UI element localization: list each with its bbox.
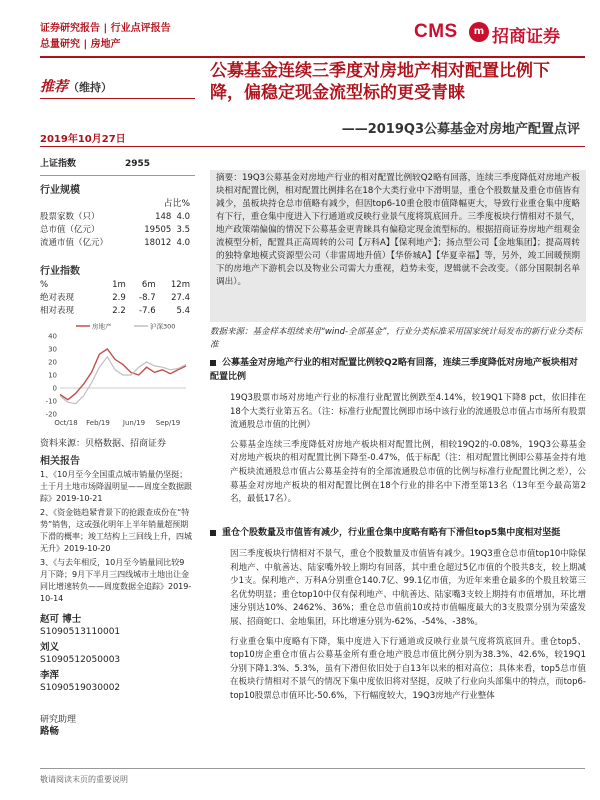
footer-note: 敬请阅读末页的重要说明 <box>40 775 128 784</box>
y-tick-label: -20 <box>45 410 57 419</box>
analyst-1 <box>40 614 190 638</box>
related-item: 3、《与去年相反，10月至今销量同比较9月下降；9月下半月三四线城市土地出让金同比增速转负——周度数据全追踪》2019-10-14 <box>40 558 192 603</box>
related-item: 2、《资金链趋紧背景下的抢跟查成份在“特势”销售，这或强化明年上半年销量超预期下滑的概率；竣工结构上三回线上升，四城无升》2019-10-20 <box>40 508 192 553</box>
x-tick-label: Sep/19 <box>155 419 181 427</box>
table-row: 相对表现 2.2 -7.6 5.4 <box>40 306 190 316</box>
industry-scale-title: 行业规模 <box>40 185 80 196</box>
table-row: % 1m 6m 12m <box>40 280 190 290</box>
rating-divider <box>40 98 195 99</box>
performance-chart <box>36 318 196 430</box>
cms-logo <box>414 20 564 47</box>
y-tick-label: 10 <box>48 371 57 380</box>
bullet-square-icon <box>210 530 216 536</box>
bullet-square-icon <box>210 360 216 366</box>
industry-scale <box>40 181 190 250</box>
date-divider <box>40 146 585 147</box>
y-tick-label: 20 <box>48 358 57 367</box>
section-1 <box>210 356 586 507</box>
paragraph: 行业重仓集中度略有下降，集中度进入下行通道或反映行业景气度将筑底回升。重仓top5、top10房企重仓市值占公募基金所有重仓地产股总市值比例分别为38.3%、42.6%，较19Q1分别下降1.3%、5.3%，虽有下滑但依旧处于自13年以来的相对高位；具体来看，top5总市值在板块行情相对不景气的情况下集中度依旧将对坚挺，反映了行业向头部集中的特点，而top6-top10股票总市值环比-50.6%，下行幅度较大，19Q3房地产行业整体 <box>230 636 586 701</box>
y-tick-label: 0 <box>52 384 57 393</box>
section-2 <box>210 526 586 704</box>
legend-label: 房地产 <box>92 322 112 331</box>
logo-cn-text: 招商证券 <box>492 27 560 47</box>
related-reports <box>40 452 192 605</box>
x-tick-label: Jun/19 <box>122 419 146 427</box>
rating <box>40 76 112 96</box>
header-divider <box>40 56 585 58</box>
index-row <box>40 158 190 171</box>
related-item: 1、《10月至今全国重点城市销量仍坚挺；土于月土地市场降温明显——周度全数据跟踪》2019-10-21 <box>40 470 192 503</box>
index-label: 上证指数 <box>40 159 77 169</box>
analyst-2 <box>40 642 190 666</box>
industry-perf <box>40 262 190 318</box>
report-type: 证券研究报告 | 行业点评报告 <box>40 23 171 34</box>
analyst-name: 刘义 <box>40 642 60 653</box>
section-heading: 重仓个股数量及市值皆有减少，行业重仓集中度略有略有下滑但top5集中度相对坚挺 <box>210 526 586 540</box>
rating-sub: （维持） <box>68 81 112 94</box>
y-tick-label: -10 <box>45 397 57 406</box>
analyst-name: 赵可 博士 <box>40 614 82 625</box>
paragraph: 19Q3股票市场对房地产行业的标准行业配置比例跌至4.14%，较19Q1下降8 pct，依旧排在18个大类行业第五名。（注：标准行业配置比例即市场中该行业的流通股总市值占市场所有股票流通股总市值的比例） <box>230 393 586 431</box>
logo-cms-text: CMS <box>414 21 458 42</box>
assistant-name: 路畅 <box>40 726 60 737</box>
assistant-label: 研究助理 <box>40 715 77 725</box>
table-row: 绝对表现 2.9 -8.7 27.4 <box>40 293 190 303</box>
x-tick-label: Oct/18 <box>54 419 78 427</box>
y-tick-label: 40 <box>48 332 57 341</box>
rating-main: 推荐 <box>40 79 68 95</box>
related-title: 相关报告 <box>40 456 80 467</box>
abstract-source: 数据来源：基金样本组续来用“wind-全部基金”，行业分类标准采用国家统计局发布的新行业分类标准 <box>210 327 582 350</box>
report-title: 公募基金连续三季度对房地产相对配置比例下降，偏稳定现金流型标的更受青睐 <box>210 61 550 103</box>
legend-label: 沪深300 <box>150 322 176 331</box>
paragraph: 因三季度板块行情相对不景气，重仓个股数量及市值皆有减少。19Q3重仓总市值top10中除保利地产、中航善达、陆家嘴外较上期均有回落，其中重仓超过5亿市值的个股共8支，较上期减少1支。保利地产、万科A分别重仓140.7亿、99.1亿市值，为近年来重仓最多的个股且较第三名优势明显；重仓top10中仅有保利地产、中航善达、陆家嘴3支较上期持有市值增加，环比增速分别达10%、2462%、36%；重仓总市值前10或持市值幅度最大的3支股票分别为荣盛发展、招商蛇口、金地集团，环比增速分别为-62%、-54%、-38%。 <box>230 549 586 627</box>
report-date: 2019年10月27日 <box>40 134 126 145</box>
analyst-3 <box>40 670 190 694</box>
analyst-id: S1090519030002 <box>40 683 121 693</box>
footer-divider <box>40 768 585 769</box>
table-row: 股票家数（只） 148 4.0 <box>40 212 190 222</box>
index-value: 2955 <box>124 159 150 169</box>
analyst-id: S1090512050003 <box>40 655 121 665</box>
table-row: 流通市值（亿元） 18012 4.0 <box>40 238 190 248</box>
section-heading: 公募基金对房地产行业的相对配置比例较Q2略有回落，连续三季度降低对房地产板块相对配置比例 <box>210 358 578 382</box>
x-tick-label: Feb/19 <box>86 419 110 427</box>
analyst-name: 李浑 <box>40 670 60 681</box>
table-row: 总市值（亿元） 19505 3.5 <box>40 225 190 235</box>
scale-col-header: 占比% <box>163 199 190 209</box>
perf-title: 行业指数 <box>40 266 80 277</box>
report-category: 总量研究 | 房地产 <box>40 39 121 50</box>
assistant <box>40 714 190 738</box>
paragraph: 公募基金连续三季度降低对房地产板块相对配置比例，相较19Q2的-0.08%，19Q3公募基金对房地产板块的相对配置比例下降至-0.47%，低于标配（注：相对配置比例即公募基金持有地产板块流通股总市值占公募基金持有的全部流通股总市值的比例与标准行业配置比例之差），公募基金对房地产板块的相对配置比例在18个行业的排名中下滑至第13名（13年至今最高第2名，最低17名）。 <box>230 439 586 505</box>
abstract-box: 摘要：19Q3公募基金对房地产行业的相对配置比例较Q2略有回落，连续三季度降低对房地产板块相对配置比例，相对配置比例排名在18个大类行业中下滑明显，重仓个股数量及重仓市值皆有减少，虽板块持仓总市值略有减少，但因top6-10重仓股市值降幅更大，导致行业重仓集中度略有下行，重仓集中度进入下行通道或反映行业景气度将筑底回升。三季度板块行情相对不景气，地产政策端偏偏的情况下公募基金更青睐具有偏稳定现金流型标的。根据招商证券房地产组观金流模型分析，配置具正高周转的公司【万科A】【保利地产】；扬点型公司【金地集团】；提高周转的独特拿地模式资源型公司（非雷周地升值）【华侨城A】【华夏幸福】等，另外，竣工回暖预期下的房地产下游机会以及物业公司需大力重视，趋势未变，逻辑就不会改变。（部分国限制名单调出）。 <box>210 170 586 322</box>
chart-source: 资料来源：贝格数据、招商证券 <box>40 439 167 449</box>
analyst-id: S1090513110001 <box>40 627 121 637</box>
logo-mark-icon: m <box>469 22 489 42</box>
divider <box>40 175 195 176</box>
y-tick-label: 30 <box>48 345 57 354</box>
report-subtitle: ——2019Q3公募基金对房地产配置点评 <box>341 122 580 137</box>
